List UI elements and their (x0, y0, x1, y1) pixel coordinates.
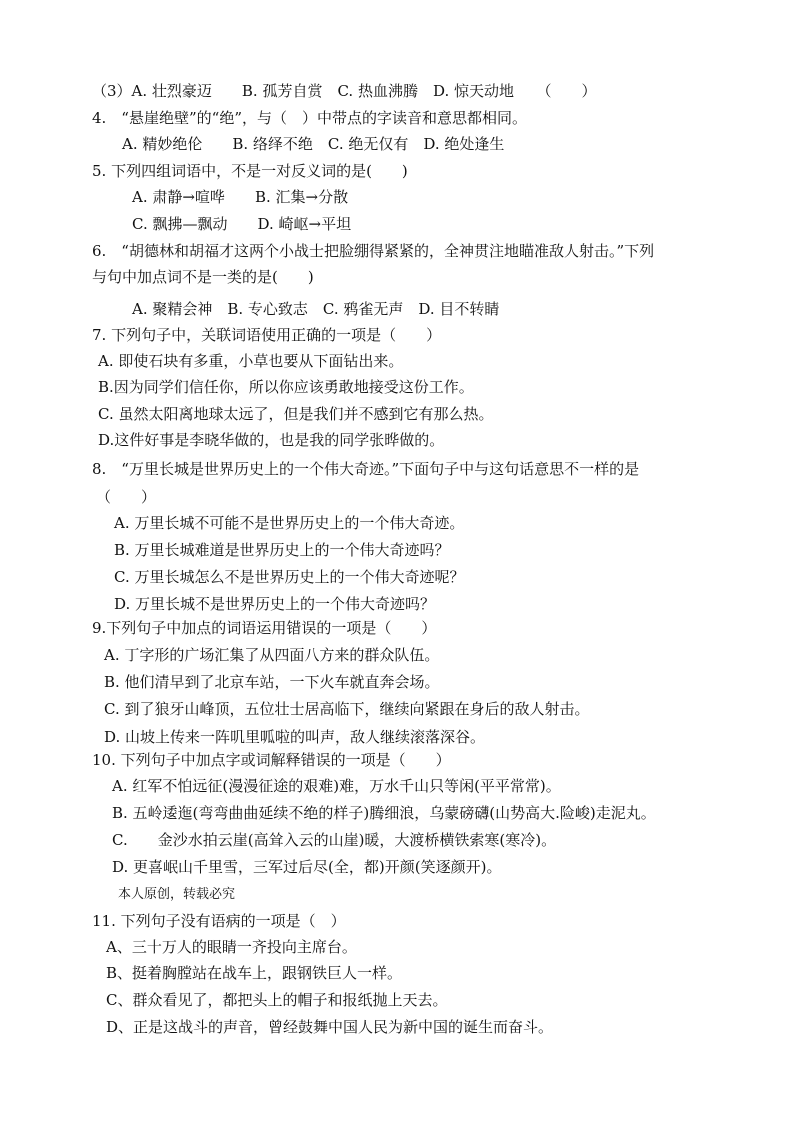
q10-stem: 10. 下列句子中加点字或词解释错误的一项是（ ） (92, 751, 451, 769)
q7-option-b: B.因为同学们信任你，所以你应该勇敢地接受这份工作。 (98, 378, 474, 396)
q6-stem-line1: 6. “胡德林和胡福才这两个小战士把脸绷得紧紧的，全神贯注地瞄准敌人射击。”下列 (92, 242, 655, 260)
q7-option-a: A. 即使石块有多重，小草也要从下面钻出来。 (98, 352, 404, 370)
q10-option-a: A. 红军不怕远征(漫漫征途的艰难)难，万水千山只等闲(平平常常)。 (112, 777, 561, 795)
q4-options: A. 精妙绝伦 B. 络绎不绝 C. 绝无仅有 D. 绝处逢生 (122, 135, 505, 153)
copyright-note: 本人原创，转载必究 (118, 887, 236, 902)
q5-options-ab: A. 肃静→喧哗 B. 汇集→分散 (132, 188, 349, 206)
q9-option-a: A. 丁字形的广场汇集了从四面八方来的群众队伍。 (104, 646, 440, 664)
q9-option-d: D. 山坡上传来一阵叽里呱啦的叫声，敌人继续滚落深谷。 (104, 728, 486, 746)
q8-option-a: A. 万里长城不可能不是世界历史上的一个伟大奇迹。 (114, 514, 465, 532)
q6-stem-line2: 与句中加点词不是一类的是( ) (92, 268, 314, 286)
q8-stem-line1: 8. “万里长城是世界历史上的一个伟大奇迹。”下面句子中与这句话意思不一样的是 (92, 460, 640, 478)
q9-option-b: B. 他们清早到了北京车站，一下火车就直奔会场。 (104, 673, 440, 691)
q7-stem: 7. 下列句子中，关联词语使用正确的一项是（ ） (92, 326, 442, 344)
q11-option-b: B、挺着胸膛站在战车上，跟钢铁巨人一样。 (106, 964, 403, 982)
q5-stem: 5. 下列四组词语中，不是一对反义词的是( ) (92, 162, 408, 180)
q7-option-c: C. 虽然太阳离地球太远了，但是我们并不感到它有那么热。 (98, 405, 494, 423)
q4-stem: 4. “悬崖绝壁”的“绝”，与（ ）中带点的字读音和意思都相同。 (92, 109, 527, 127)
q8-stem-line2: （ ） (96, 488, 157, 506)
q10-option-c: C. 金沙水拍云崖(高耸入云的山崖)暖，大渡桥横铁索寒(寒冷)。 (112, 831, 557, 849)
q8-option-c: C. 万里长城怎么不是世界历史上的一个伟大奇迹呢？ (114, 568, 465, 586)
q7-option-d: D.这件好事是李晓华做的，也是我的同学张晔做的。 (98, 431, 445, 449)
q10-option-d: D. 更喜岷山千里雪，三军过后尽(全，都)开颜(笑逐颜开)。 (112, 858, 502, 876)
q8-option-d: D. 万里长城不是世界历史上的一个伟大奇迹吗？ (114, 595, 436, 613)
q11-option-d: D、正是这战斗的声音，曾经鼓舞中国人民为新中国的诞生而奋斗。 (106, 1018, 554, 1036)
q11-option-a: A、三十万人的眼睛一齐投向主席台。 (106, 938, 357, 956)
q9-option-c: C. 到了狼牙山峰顶，五位壮士居高临下，继续向紧跟在身后的敌人射击。 (104, 700, 590, 718)
q9-stem: 9.下列句子中加点的词语运用错误的一项是（ ） (92, 619, 437, 637)
q11-stem: 11. 下列句子没有语病的一项是（ ） (92, 912, 346, 930)
q10-option-b: B. 五岭逶迤(弯弯曲曲延续不绝的样子)腾细浪，乌蒙磅礴(山势高大.险峻)走泥丸。 (112, 804, 656, 822)
q3-options: （3）A. 壮烈豪迈 B. 孤芳自赏 C. 热血沸腾 D. 惊天动地 （ ） (92, 82, 597, 100)
q11-option-c: C、群众看见了，都把头上的帽子和报纸抛上天去。 (106, 991, 448, 1009)
q5-options-cd: C. 飘拂—飘动 D. 崎岖→平坦 (132, 215, 352, 233)
q8-option-b: B. 万里长城难道是世界历史上的一个伟大奇迹吗？ (114, 541, 450, 559)
q6-options: A. 聚精会神 B. 专心致志 C. 鸦雀无声 D. 目不转睛 (132, 300, 500, 318)
